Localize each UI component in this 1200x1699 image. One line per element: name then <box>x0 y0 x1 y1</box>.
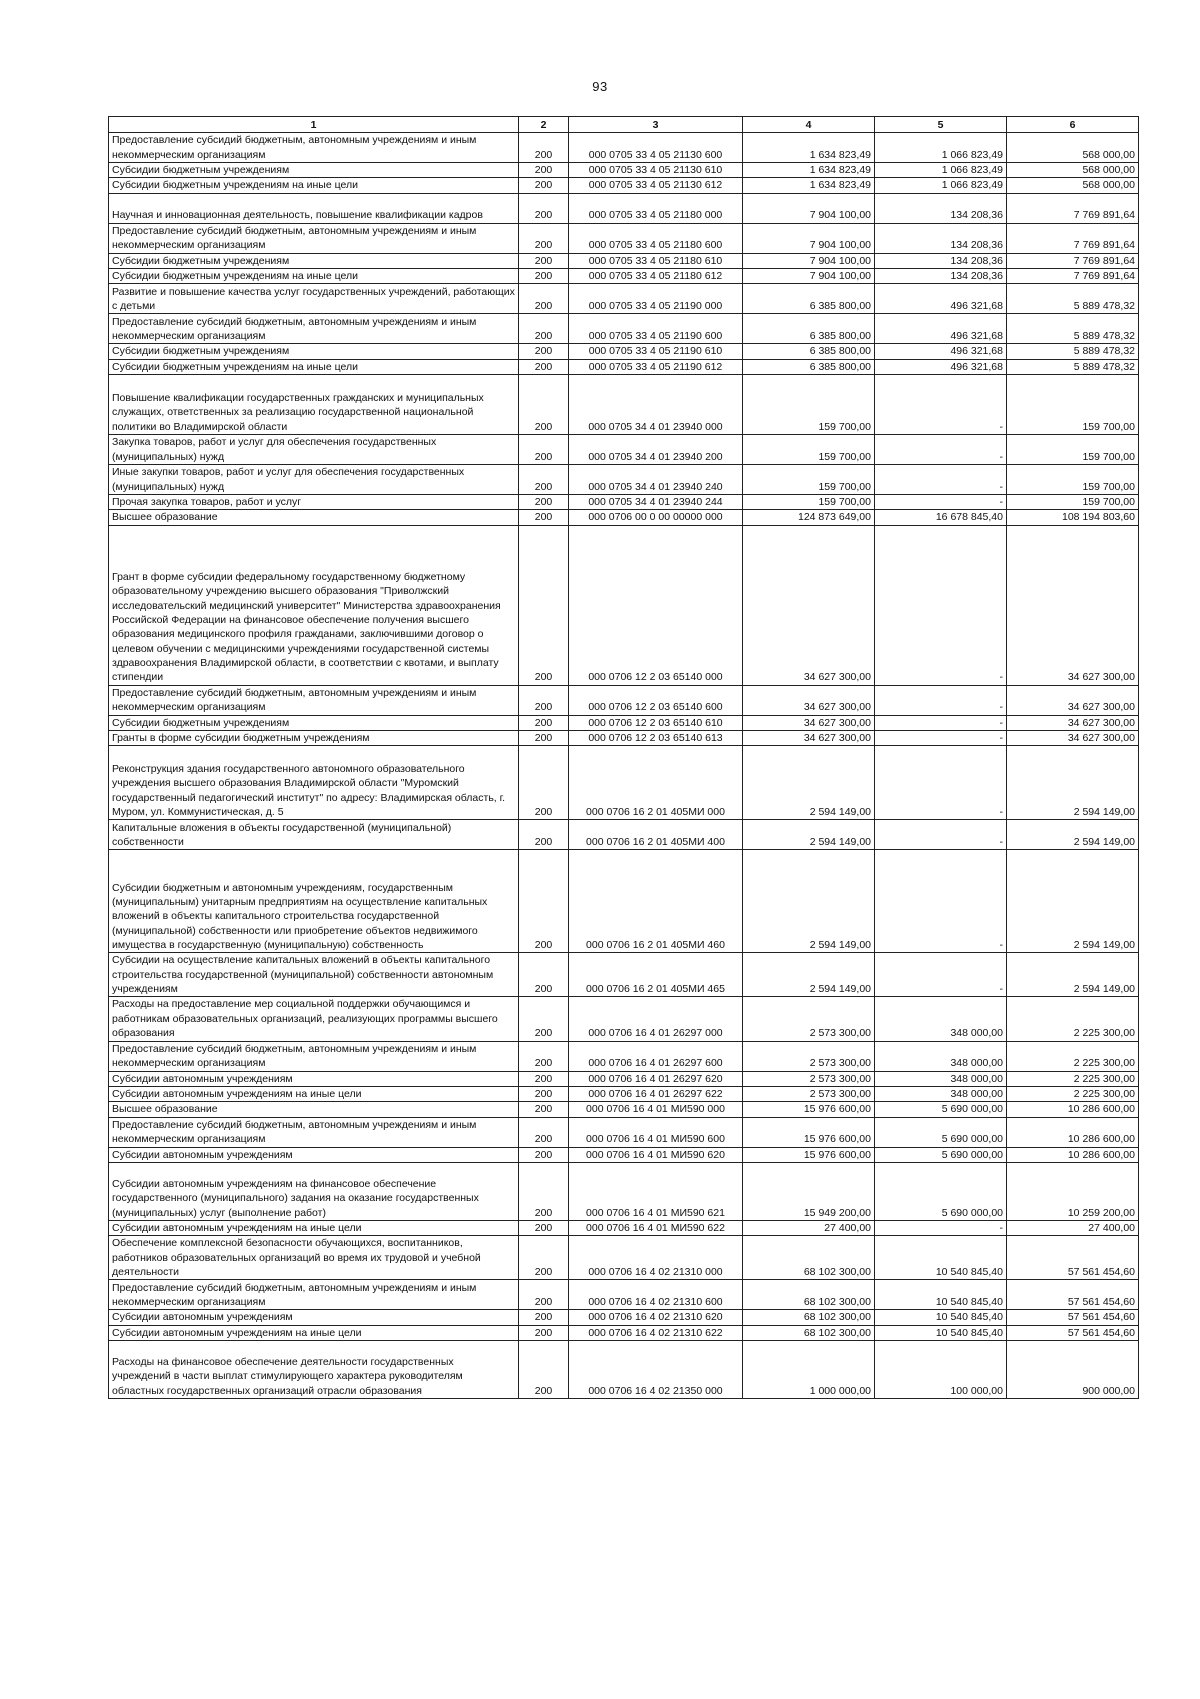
row-value-col6: 2 225 300,00 <box>1007 1086 1139 1101</box>
table-row <box>109 715 1139 730</box>
row-classification-code: 000 0705 33 4 05 21130 612 <box>569 178 743 193</box>
row-value-col4: 2 594 149,00 <box>743 746 875 820</box>
row-name: Субсидии автономным учреждениям <box>109 1310 519 1325</box>
table-row <box>109 344 1139 359</box>
row-name: Гранты в форме субсидии бюджетным учреждениям <box>109 731 519 746</box>
row-admin-code: 200 <box>519 359 569 374</box>
row-classification-code: 000 0706 16 4 01 МИ590 000 <box>569 1102 743 1117</box>
row-value-col6: 568 000,00 <box>1007 163 1139 178</box>
row-name: Повышение квалификации государственных гражданских и муниципальных служащих, ответственных за реализацию государственной национальной политики во Владимирской области <box>109 375 519 435</box>
row-value-col4: 68 102 300,00 <box>743 1325 875 1340</box>
row-value-col6: 7 769 891,64 <box>1007 223 1139 253</box>
row-name: Обеспечение комплексной безопасности обучающихся, воспитанников, работников образовательных организаций во время их трудовой и учебной деятельности <box>109 1236 519 1280</box>
row-name: Субсидии бюджетным учреждениям на иные цели <box>109 359 519 374</box>
row-value-col6: 10 259 200,00 <box>1007 1162 1139 1220</box>
row-value-col6: 34 627 300,00 <box>1007 685 1139 715</box>
row-name: Закупка товаров, работ и услуг для обеспечения государственных (муниципальных) нужд <box>109 435 519 465</box>
row-value-col5: 348 000,00 <box>875 1086 1007 1101</box>
table-row <box>109 465 1139 495</box>
row-value-col4: 15 976 600,00 <box>743 1102 875 1117</box>
row-value-col4: 2 573 300,00 <box>743 997 875 1041</box>
row-classification-code: 000 0706 16 2 01 405МИ 400 <box>569 820 743 850</box>
row-admin-code: 200 <box>519 375 569 435</box>
row-value-col5: 5 690 000,00 <box>875 1102 1007 1117</box>
row-value-col4: 6 385 800,00 <box>743 284 875 314</box>
row-name: Предоставление субсидий бюджетным, автономным учреждениям и иным некоммерческим организациям <box>109 685 519 715</box>
row-value-col6: 2 594 149,00 <box>1007 953 1139 997</box>
row-admin-code: 200 <box>519 1280 569 1310</box>
row-classification-code: 000 0706 16 4 01 26297 622 <box>569 1086 743 1101</box>
row-name: Капитальные вложения в объекты государственной (муниципальной) собственности <box>109 820 519 850</box>
row-name: Субсидии автономным учреждениям на финансовое обеспечение государственного (муниципального) задания на оказание государственных (муниципальных) услуг (выполнение работ) <box>109 1162 519 1220</box>
row-value-col6: 5 889 478,32 <box>1007 314 1139 344</box>
row-name: Субсидии бюджетным и автономным учреждениям, государственным (муниципальным) унитарным предприятиям на осуществление капитальных вложений в объекты капитального строительства государственной (муниципальной) собственности или приобретение объектов недвижимого имущества в государственную (муниципальную) собственность <box>109 850 519 953</box>
row-classification-code: 000 0706 16 4 01 МИ590 620 <box>569 1147 743 1162</box>
row-classification-code: 000 0706 16 2 01 405МИ 465 <box>569 953 743 997</box>
row-value-col5: - <box>875 746 1007 820</box>
row-admin-code: 200 <box>519 510 569 525</box>
table-row <box>109 435 1139 465</box>
row-name: Иные закупки товаров, работ и услуг для обеспечения государственных (муниципальных) нужд <box>109 465 519 495</box>
row-classification-code: 000 0706 16 4 01 26297 600 <box>569 1041 743 1071</box>
row-value-col5: 1 066 823,49 <box>875 163 1007 178</box>
row-value-col4: 15 976 600,00 <box>743 1117 875 1147</box>
row-value-col4: 7 904 100,00 <box>743 223 875 253</box>
row-name: Расходы на предоставление мер социальной поддержки обучающимся и работникам образовательных организаций, реализующих программы высшего образования <box>109 997 519 1041</box>
row-value-col6: 10 286 600,00 <box>1007 1102 1139 1117</box>
header-cell-2: 2 <box>519 117 569 133</box>
table-row <box>109 284 1139 314</box>
table-row <box>109 1117 1139 1147</box>
row-value-col4: 2 594 149,00 <box>743 820 875 850</box>
table-row <box>109 133 1139 163</box>
row-classification-code: 000 0705 33 4 05 21190 600 <box>569 314 743 344</box>
table-row <box>109 746 1139 820</box>
row-classification-code: 000 0706 16 4 01 26297 620 <box>569 1071 743 1086</box>
row-name: Субсидии автономным учреждениям на иные цели <box>109 1086 519 1101</box>
table-row <box>109 850 1139 953</box>
row-value-col6: 7 769 891,64 <box>1007 193 1139 223</box>
row-value-col6: 57 561 454,60 <box>1007 1280 1139 1310</box>
row-value-col6: 159 700,00 <box>1007 495 1139 510</box>
row-name: Высшее образование <box>109 510 519 525</box>
row-value-col4: 2 573 300,00 <box>743 1071 875 1086</box>
row-value-col4: 34 627 300,00 <box>743 715 875 730</box>
row-classification-code: 000 0705 34 4 01 23940 000 <box>569 375 743 435</box>
row-admin-code: 200 <box>519 820 569 850</box>
row-value-col5: 348 000,00 <box>875 1041 1007 1071</box>
row-value-col6: 7 769 891,64 <box>1007 269 1139 284</box>
row-name: Прочая закупка товаров, работ и услуг <box>109 495 519 510</box>
row-value-col6: 2 225 300,00 <box>1007 1071 1139 1086</box>
row-name: Субсидии автономным учреждениям на иные цели <box>109 1325 519 1340</box>
row-classification-code: 000 0706 16 4 01 МИ590 600 <box>569 1117 743 1147</box>
row-admin-code: 200 <box>519 1147 569 1162</box>
table-row <box>109 253 1139 268</box>
table-row <box>109 269 1139 284</box>
table-row <box>109 1220 1139 1235</box>
row-value-col5: 1 066 823,49 <box>875 178 1007 193</box>
header-row <box>109 117 1139 133</box>
row-value-col5: - <box>875 465 1007 495</box>
row-value-col4: 27 400,00 <box>743 1220 875 1235</box>
row-value-col5: 16 678 845,40 <box>875 510 1007 525</box>
row-name: Субсидии автономным учреждениям <box>109 1071 519 1086</box>
row-name: Предоставление субсидий бюджетным, автономным учреждениям и иным некоммерческим организациям <box>109 1117 519 1147</box>
row-classification-code: 000 0706 16 4 02 21350 000 <box>569 1340 743 1398</box>
row-classification-code: 000 0706 16 2 01 405МИ 460 <box>569 850 743 953</box>
row-value-col4: 34 627 300,00 <box>743 731 875 746</box>
row-value-col4: 68 102 300,00 <box>743 1280 875 1310</box>
row-value-col5: 5 690 000,00 <box>875 1117 1007 1147</box>
row-value-col6: 10 286 600,00 <box>1007 1117 1139 1147</box>
row-value-col6: 568 000,00 <box>1007 178 1139 193</box>
row-classification-code: 000 0705 34 4 01 23940 200 <box>569 435 743 465</box>
row-value-col4: 7 904 100,00 <box>743 269 875 284</box>
row-classification-code: 000 0706 16 2 01 405МИ 000 <box>569 746 743 820</box>
table-row <box>109 193 1139 223</box>
page-number: 93 <box>592 79 608 94</box>
row-name: Научная и инновационная деятельность, повышение квалификации кадров <box>109 193 519 223</box>
row-name: Предоставление субсидий бюджетным, автономным учреждениям и иным некоммерческим организациям <box>109 133 519 163</box>
table-row <box>109 953 1139 997</box>
row-classification-code: 000 0706 16 4 02 21310 000 <box>569 1236 743 1280</box>
row-value-col4: 2 573 300,00 <box>743 1041 875 1071</box>
row-value-col6: 159 700,00 <box>1007 375 1139 435</box>
header-cell-1: 1 <box>109 117 519 133</box>
row-admin-code: 200 <box>519 1117 569 1147</box>
row-name: Субсидии бюджетным учреждениям на иные цели <box>109 269 519 284</box>
row-value-col4: 6 385 800,00 <box>743 344 875 359</box>
row-value-col5: 5 690 000,00 <box>875 1147 1007 1162</box>
row-classification-code: 000 0706 12 2 03 65140 600 <box>569 685 743 715</box>
header-cell-6: 6 <box>1007 117 1139 133</box>
row-name: Предоставление субсидий бюджетным, автономным учреждениям и иным некоммерческим организациям <box>109 223 519 253</box>
row-admin-code: 200 <box>519 1086 569 1101</box>
row-name: Предоставление субсидий бюджетным, автономным учреждениям и иным некоммерческим организациям <box>109 314 519 344</box>
row-name: Субсидии автономным учреждениям <box>109 1147 519 1162</box>
row-value-col6: 34 627 300,00 <box>1007 715 1139 730</box>
row-name: Субсидии бюджетным учреждениям <box>109 344 519 359</box>
table-row <box>109 731 1139 746</box>
row-name: Реконструкция здания государственного автономного образовательного учреждения высшего образования Владимирской области "Муромский государственный педагогический институт" по адресу: Владимирская область, г. Муром, ул. Коммунистическая, д. 5 <box>109 746 519 820</box>
row-value-col6: 568 000,00 <box>1007 133 1139 163</box>
table-row <box>109 314 1139 344</box>
row-admin-code: 200 <box>519 525 569 685</box>
row-classification-code: 000 0705 33 4 05 21190 000 <box>569 284 743 314</box>
row-admin-code: 200 <box>519 715 569 730</box>
row-value-col5: 348 000,00 <box>875 1071 1007 1086</box>
row-admin-code: 200 <box>519 997 569 1041</box>
row-value-col5: 134 208,36 <box>875 253 1007 268</box>
row-name: Субсидии бюджетным учреждениям <box>109 163 519 178</box>
row-classification-code: 000 0706 12 2 03 65140 613 <box>569 731 743 746</box>
row-value-col5: - <box>875 715 1007 730</box>
row-value-col6: 159 700,00 <box>1007 435 1139 465</box>
row-classification-code: 000 0706 16 4 01 26297 000 <box>569 997 743 1041</box>
row-classification-code: 000 0705 33 4 05 21190 610 <box>569 344 743 359</box>
row-value-col4: 2 594 149,00 <box>743 953 875 997</box>
row-admin-code: 200 <box>519 465 569 495</box>
row-name: Предоставление субсидий бюджетным, автономным учреждениям и иным некоммерческим организациям <box>109 1041 519 1071</box>
row-value-col4: 159 700,00 <box>743 435 875 465</box>
row-classification-code: 000 0706 16 4 01 МИ590 622 <box>569 1220 743 1235</box>
table-row <box>109 1102 1139 1117</box>
row-classification-code: 000 0706 00 0 00 00000 000 <box>569 510 743 525</box>
row-name: Субсидии на осуществление капитальных вложений в объекты капитального строительства государственной (муниципальной) собственности автономным учреждениям <box>109 953 519 997</box>
row-value-col5: - <box>875 525 1007 685</box>
row-admin-code: 200 <box>519 731 569 746</box>
row-classification-code: 000 0706 12 2 03 65140 610 <box>569 715 743 730</box>
table-row <box>109 1086 1139 1101</box>
row-name: Субсидии бюджетным учреждениям на иные цели <box>109 178 519 193</box>
row-admin-code: 200 <box>519 1162 569 1220</box>
row-value-col5: 10 540 845,40 <box>875 1236 1007 1280</box>
table-row <box>109 1236 1139 1280</box>
row-name: Грант в форме субсидии федеральному государственному бюджетному образовательному учреждению высшего образования "Приволжский исследовательский медицинский университет" Министерства здравоохранения Российской Федерации на финансовое обеспечение получения высшего образования медицинского профиля гражданами, заключившими договор о целевом обучении с медицинскими учреждениями государственной системы здравоохранения Владимирской области, в соответствии с квотами, и выплату стипендии <box>109 525 519 685</box>
row-admin-code: 200 <box>519 193 569 223</box>
row-value-col6: 57 561 454,60 <box>1007 1310 1139 1325</box>
row-value-col4: 1 000 000,00 <box>743 1340 875 1398</box>
row-admin-code: 200 <box>519 1236 569 1280</box>
row-value-col4: 68 102 300,00 <box>743 1236 875 1280</box>
row-classification-code: 000 0705 33 4 05 21180 612 <box>569 269 743 284</box>
table-row <box>109 163 1139 178</box>
row-value-col6: 27 400,00 <box>1007 1220 1139 1235</box>
row-value-col4: 1 634 823,49 <box>743 133 875 163</box>
row-name: Субсидии бюджетным учреждениям <box>109 253 519 268</box>
row-value-col4: 6 385 800,00 <box>743 359 875 374</box>
row-admin-code: 200 <box>519 1220 569 1235</box>
table-row <box>109 1280 1139 1310</box>
table-row <box>109 510 1139 525</box>
row-value-col6: 5 889 478,32 <box>1007 359 1139 374</box>
row-value-col5: - <box>875 731 1007 746</box>
row-value-col4: 34 627 300,00 <box>743 685 875 715</box>
row-value-col6: 2 594 149,00 <box>1007 820 1139 850</box>
header-cell-3: 3 <box>569 117 743 133</box>
row-value-col6: 2 594 149,00 <box>1007 746 1139 820</box>
row-admin-code: 200 <box>519 133 569 163</box>
row-classification-code: 000 0705 33 4 05 21190 612 <box>569 359 743 374</box>
row-admin-code: 200 <box>519 435 569 465</box>
row-value-col5: - <box>875 953 1007 997</box>
row-value-col4: 159 700,00 <box>743 495 875 510</box>
row-value-col5: 496 321,68 <box>875 314 1007 344</box>
row-value-col4: 15 976 600,00 <box>743 1147 875 1162</box>
row-admin-code: 200 <box>519 163 569 178</box>
row-classification-code: 000 0706 16 4 02 21310 622 <box>569 1325 743 1340</box>
row-classification-code: 000 0706 12 2 03 65140 000 <box>569 525 743 685</box>
table-row <box>109 525 1139 685</box>
row-value-col6: 2 225 300,00 <box>1007 1041 1139 1071</box>
row-name: Субсидии автономным учреждениям на иные цели <box>109 1220 519 1235</box>
table-row <box>109 1310 1139 1325</box>
table-row <box>109 1162 1139 1220</box>
row-name: Предоставление субсидий бюджетным, автономным учреждениям и иным некоммерческим организациям <box>109 1280 519 1310</box>
table-row <box>109 1325 1139 1340</box>
row-value-col4: 2 573 300,00 <box>743 1086 875 1101</box>
row-name: Субсидии бюджетным учреждениям <box>109 715 519 730</box>
row-classification-code: 000 0705 33 4 05 21180 000 <box>569 193 743 223</box>
row-value-col6: 57 561 454,60 <box>1007 1325 1139 1340</box>
table-row <box>109 820 1139 850</box>
row-value-col4: 1 634 823,49 <box>743 163 875 178</box>
row-value-col5: 100 000,00 <box>875 1340 1007 1398</box>
row-admin-code: 200 <box>519 269 569 284</box>
row-value-col6: 5 889 478,32 <box>1007 284 1139 314</box>
row-value-col6: 2 225 300,00 <box>1007 997 1139 1041</box>
table-row <box>109 685 1139 715</box>
row-value-col5: - <box>875 685 1007 715</box>
row-value-col4: 2 594 149,00 <box>743 850 875 953</box>
row-classification-code: 000 0705 33 4 05 21130 600 <box>569 133 743 163</box>
row-value-col6: 7 769 891,64 <box>1007 253 1139 268</box>
row-classification-code: 000 0706 16 4 02 21310 600 <box>569 1280 743 1310</box>
row-value-col5: 134 208,36 <box>875 193 1007 223</box>
table-row <box>109 1041 1139 1071</box>
row-value-col4: 7 904 100,00 <box>743 253 875 268</box>
row-admin-code: 200 <box>519 178 569 193</box>
row-value-col6: 34 627 300,00 <box>1007 731 1139 746</box>
row-value-col6: 108 194 803,60 <box>1007 510 1139 525</box>
row-value-col4: 1 634 823,49 <box>743 178 875 193</box>
row-value-col6: 57 561 454,60 <box>1007 1236 1139 1280</box>
row-admin-code: 200 <box>519 953 569 997</box>
header-cell-4: 4 <box>743 117 875 133</box>
row-classification-code: 000 0705 33 4 05 21180 600 <box>569 223 743 253</box>
row-value-col5: - <box>875 375 1007 435</box>
row-value-col4: 124 873 649,00 <box>743 510 875 525</box>
row-admin-code: 200 <box>519 284 569 314</box>
row-admin-code: 200 <box>519 685 569 715</box>
row-classification-code: 000 0705 33 4 05 21180 610 <box>569 253 743 268</box>
row-value-col5: 10 540 845,40 <box>875 1325 1007 1340</box>
row-value-col5: - <box>875 495 1007 510</box>
row-admin-code: 200 <box>519 1071 569 1086</box>
row-value-col5: 1 066 823,49 <box>875 133 1007 163</box>
header-cell-5: 5 <box>875 117 1007 133</box>
row-admin-code: 200 <box>519 314 569 344</box>
budget-table <box>108 116 1139 1399</box>
row-value-col5: - <box>875 850 1007 953</box>
row-admin-code: 200 <box>519 495 569 510</box>
row-classification-code: 000 0705 33 4 05 21130 610 <box>569 163 743 178</box>
row-classification-code: 000 0705 34 4 01 23940 244 <box>569 495 743 510</box>
row-value-col5: 348 000,00 <box>875 997 1007 1041</box>
row-value-col5: - <box>875 820 1007 850</box>
row-value-col4: 7 904 100,00 <box>743 193 875 223</box>
row-admin-code: 200 <box>519 850 569 953</box>
row-admin-code: 200 <box>519 1325 569 1340</box>
row-value-col6: 10 286 600,00 <box>1007 1147 1139 1162</box>
row-value-col4: 15 949 200,00 <box>743 1162 875 1220</box>
row-value-col5: 496 321,68 <box>875 344 1007 359</box>
row-value-col6: 34 627 300,00 <box>1007 525 1139 685</box>
row-admin-code: 200 <box>519 1340 569 1398</box>
row-admin-code: 200 <box>519 223 569 253</box>
row-value-col5: 10 540 845,40 <box>875 1310 1007 1325</box>
table-row <box>109 359 1139 374</box>
row-value-col6: 5 889 478,32 <box>1007 344 1139 359</box>
row-admin-code: 200 <box>519 1310 569 1325</box>
row-value-col5: 10 540 845,40 <box>875 1280 1007 1310</box>
table-body <box>109 133 1139 1399</box>
row-name: Расходы на финансовое обеспечение деятельности государственных учреждений в части выплат стимулирующего характера руководителям областных государственных организаций отрасли образования <box>109 1340 519 1398</box>
row-admin-code: 200 <box>519 1041 569 1071</box>
row-value-col4: 159 700,00 <box>743 465 875 495</box>
row-value-col5: 134 208,36 <box>875 223 1007 253</box>
row-value-col5: 134 208,36 <box>875 269 1007 284</box>
row-classification-code: 000 0706 16 4 01 МИ590 621 <box>569 1162 743 1220</box>
row-value-col5: - <box>875 435 1007 465</box>
row-value-col4: 34 627 300,00 <box>743 525 875 685</box>
table-row <box>109 1071 1139 1086</box>
row-value-col4: 68 102 300,00 <box>743 1310 875 1325</box>
row-classification-code: 000 0705 34 4 01 23940 240 <box>569 465 743 495</box>
row-admin-code: 200 <box>519 1102 569 1117</box>
table-row <box>109 223 1139 253</box>
row-value-col6: 2 594 149,00 <box>1007 850 1139 953</box>
row-value-col5: - <box>875 1220 1007 1235</box>
row-value-col6: 900 000,00 <box>1007 1340 1139 1398</box>
row-name: Высшее образование <box>109 1102 519 1117</box>
table-row <box>109 375 1139 435</box>
table-row <box>109 1147 1139 1162</box>
row-classification-code: 000 0706 16 4 02 21310 620 <box>569 1310 743 1325</box>
row-value-col4: 159 700,00 <box>743 375 875 435</box>
row-name: Развитие и повышение качества услуг государственных учреждений, работающих с детьми <box>109 284 519 314</box>
row-value-col6: 159 700,00 <box>1007 465 1139 495</box>
table-row <box>109 178 1139 193</box>
row-value-col5: 496 321,68 <box>875 284 1007 314</box>
table-row <box>109 1340 1139 1398</box>
row-admin-code: 200 <box>519 253 569 268</box>
row-value-col5: 5 690 000,00 <box>875 1162 1007 1220</box>
row-admin-code: 200 <box>519 344 569 359</box>
table-row <box>109 495 1139 510</box>
row-value-col5: 496 321,68 <box>875 359 1007 374</box>
table-row <box>109 997 1139 1041</box>
row-value-col4: 6 385 800,00 <box>743 314 875 344</box>
row-admin-code: 200 <box>519 746 569 820</box>
